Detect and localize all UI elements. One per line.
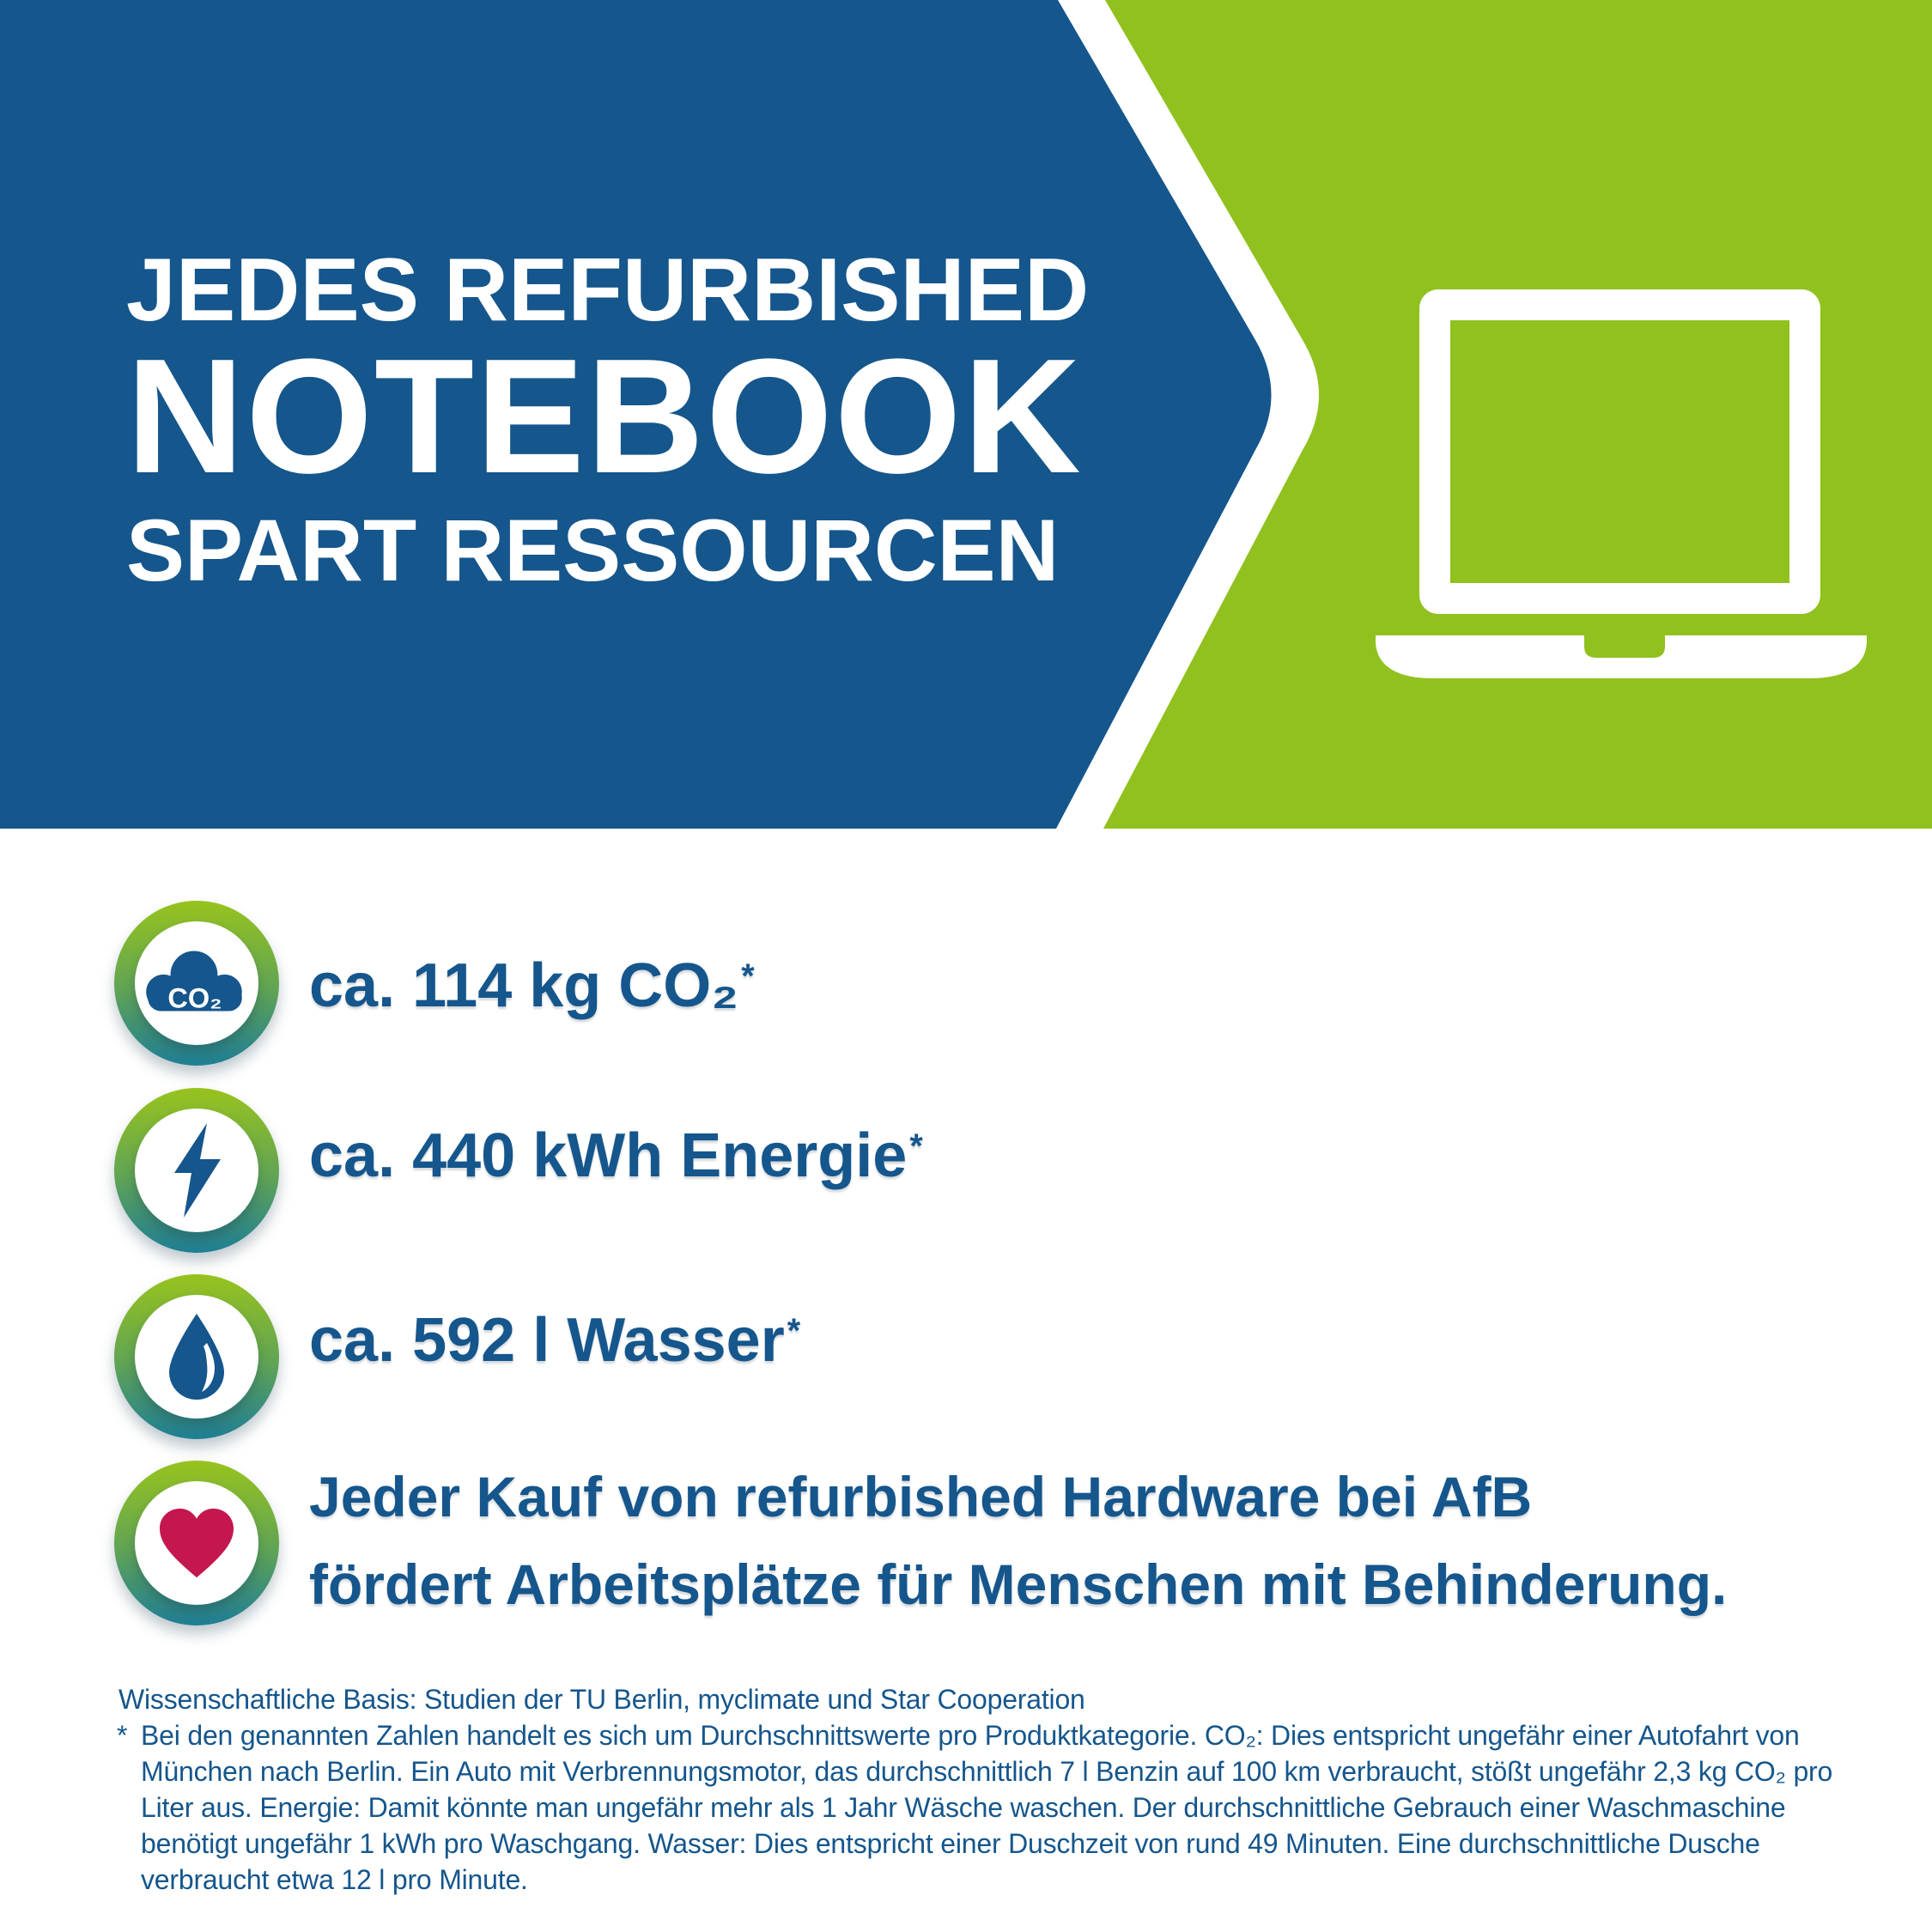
heart-icon (155, 1505, 239, 1581)
co2-value: ca. 114 kg CO₂ (309, 951, 739, 1020)
water-value: ca. 592 l Wasser (309, 1306, 785, 1375)
energy-badge-inner (135, 1109, 258, 1232)
co2-row-label (309, 951, 755, 1020)
co2-badge-inner (135, 921, 258, 1045)
co2-badge (114, 901, 279, 1066)
co2-cloud-label: CO₂ (167, 982, 222, 1014)
co2-cloud-icon (139, 945, 254, 1022)
energy-value: ca. 440 kWh Energie (309, 1121, 908, 1190)
footnote-line-5: verbraucht etwa 12 l pro Minute. (141, 1864, 528, 1895)
water-badge (114, 1274, 279, 1439)
co2-footnote-star: * (741, 957, 755, 996)
energy-row-label (309, 1121, 923, 1190)
footnote-line-2: München nach Berlin. Ein Auto mit Verbrennungsmotor, das durchschnittlich 7 l Benzin auf 100 km verbraucht, stößt ungefähr 2,3 kg CO₂ pro (141, 1756, 1833, 1787)
banner-title-line3: SPART RESSOURCEN (126, 501, 1060, 599)
social-badge-inner (135, 1481, 258, 1605)
laptop-screen-display (1450, 320, 1789, 583)
social-badge (114, 1461, 279, 1625)
footnote-line-3: Liter aus. Energie: Damit könnte man ungefähr mehr als 1 Jahr Wäsche waschen. Der durchschnittliche Gebrauch einer Waschmaschine (141, 1792, 1786, 1823)
footnote-line-4: benötigt ungefähr 1 kWh pro Waschgang. Wasser: Dies entspricht einer Duschzeit von rund 49 Minuten. Eine durchschnittliche Dusche (141, 1828, 1760, 1859)
banner-title-line1: JEDES REFURBISHED (126, 240, 1090, 340)
water-badge-inner (135, 1295, 258, 1419)
footer-basis: Wissenschaftliche Basis: Studien der TU Berlin, myclimate und Star Cooperation (118, 1684, 1085, 1715)
energy-footnote-star: * (909, 1127, 923, 1166)
water-footnote-star: * (787, 1312, 801, 1351)
water-drop-icon (162, 1310, 231, 1403)
water-row-label (309, 1306, 801, 1375)
laptop-base-notch (1584, 635, 1665, 658)
footnote-line-1: Bei den genannten Zahlen handelt es sich um Durchschnittswerte pro Produktkategorie. CO₂: Dies entspricht ungefähr einer Autofahrt von (141, 1720, 1800, 1751)
impact-text-line1: Jeder Kauf von refurbished Hardware bei AfB (309, 1465, 1533, 1528)
lightning-bolt-icon (171, 1122, 222, 1218)
energy-badge (114, 1088, 279, 1253)
banner-title-line2: NOTEBOOK (126, 325, 1083, 507)
impact-text-line2: fördert Arbeitsplätze für Menschen mit Behinderung. (309, 1552, 1728, 1616)
footnote-marker: * (117, 1720, 128, 1751)
